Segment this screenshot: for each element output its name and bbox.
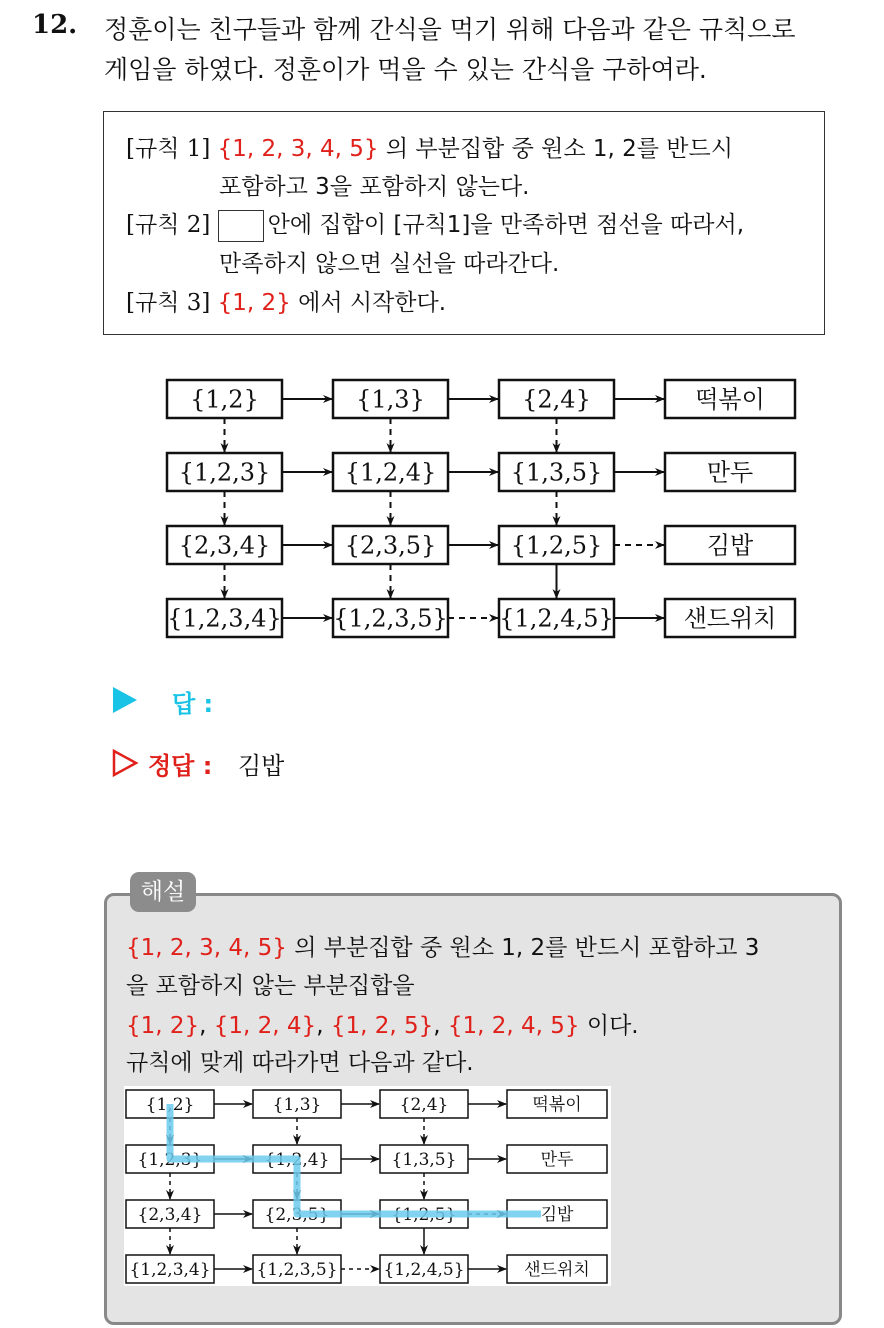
- explanation-line-3: [126, 1007, 639, 1040]
- node-label-r3-c1: {1,2,3,5}: [256, 1260, 338, 1281]
- explanation-universal-set: {1, 2, 3, 4, 5}: [126, 935, 287, 961]
- node-label-r3-c3: 샌드위치: [683, 604, 777, 633]
- rule-2-text: 안에 집합이 [규칙1]을 만족하면 점선을 따라서,: [267, 212, 745, 238]
- node-label-r1-c1: {1,2,4}: [344, 458, 437, 487]
- answer-arrow-icon: [110, 684, 140, 714]
- rule-3-set: {1, 2}: [217, 290, 291, 316]
- subset-2: {1, 2, 4}: [213, 1013, 317, 1039]
- node-label-r2-c2: {1,2,5}: [391, 1205, 457, 1226]
- node-label-r0-c1: {1,3}: [356, 385, 425, 414]
- node-label-r3-c0: {1,2,3,4}: [167, 604, 282, 633]
- flow-diagram: [0, 0, 884, 660]
- question-line-1: 정훈이는 친구들과 함께 간식을 먹기 위해 다음과 같은 규칙으로: [104, 15, 796, 44]
- rule-1-set: {1, 2, 3, 4, 5}: [217, 136, 379, 162]
- node-label-r2-c3: 김밥: [540, 1205, 574, 1226]
- sep-1: ,: [199, 1013, 214, 1039]
- node-label-r1-c3: 만두: [706, 458, 754, 487]
- node-label-r1-c2: {1,3,5}: [391, 1150, 457, 1171]
- question-number: 12.: [32, 10, 78, 40]
- node-label-r1-c3: 만두: [540, 1150, 574, 1171]
- rule-2-cont: 만족하지 않으면 실선을 따라간다.: [219, 251, 560, 277]
- explanation-line-2: 을 포함하지 않는 부분집합을: [126, 973, 415, 999]
- node-label-r1-c0: {1,2,3}: [178, 458, 271, 487]
- correct-answer-colon: :: [202, 752, 213, 780]
- explanation-line-4: 규칙에 맞게 따라가면 다음과 같다.: [126, 1050, 474, 1076]
- subset-3: {1, 2, 5}: [330, 1013, 434, 1039]
- explanation-flow-diagram: [0, 1080, 884, 1290]
- node-label-r2-c1: {2,3,5}: [264, 1205, 330, 1226]
- correct-answer-label-text: 정답: [148, 752, 195, 780]
- node-label-r0-c2: {2,4}: [399, 1095, 449, 1116]
- node-label-r2-c2: {1,2,5}: [510, 531, 603, 560]
- correct-answer-arrow-icon: [111, 748, 141, 778]
- answer-label: [172, 684, 213, 719]
- node-label-r3-c2: {1,2,4,5}: [383, 1260, 465, 1281]
- node-label-r1-c0: {1,2,3}: [137, 1150, 203, 1171]
- node-label-r3-c1: {1,2,3,5}: [333, 604, 448, 633]
- node-label-r0-c0: {1,2}: [190, 385, 259, 414]
- node-label-r2-c0: {2,3,4}: [178, 531, 271, 560]
- node-label-r0-c2: {2,4}: [522, 385, 591, 414]
- node-label-r2-c0: {2,3,4}: [137, 1205, 203, 1226]
- rule-1-cont: 포함하고 3을 포함하지 않는다.: [219, 174, 530, 200]
- node-label-r0-c3: 떡볶이: [695, 385, 765, 414]
- correct-answer-label: [148, 746, 212, 781]
- explanation-line-3-end: 이다.: [579, 1013, 639, 1039]
- explanation-line-1: [126, 929, 759, 962]
- rule-1-tag: [규칙 1]: [126, 136, 211, 162]
- node-label-r0-c0: {1,2}: [145, 1095, 195, 1116]
- node-label-r0-c3: 떡볶이: [532, 1095, 582, 1116]
- node-label-r2-c1: {2,3,5}: [344, 531, 437, 560]
- question-line-2: 게임을 하였다. 정훈이가 먹을 수 있는 간식을 구하여라.: [104, 55, 707, 84]
- node-label-r3-c0: {1,2,3,4}: [129, 1260, 211, 1281]
- node-label-r3-c3: 샌드위치: [524, 1260, 590, 1281]
- node-label-r3-c2: {1,2,4,5}: [499, 604, 614, 633]
- rule-2-tag: [규칙 2]: [126, 212, 211, 238]
- rule-1-text: 의 부분집합 중 원소 1, 2를 반드시: [378, 136, 733, 162]
- rule-3-text: 에서 시작한다.: [290, 290, 447, 316]
- node-label-r1-c2: {1,3,5}: [510, 458, 603, 487]
- node-label-r0-c1: {1,3}: [272, 1095, 322, 1116]
- answer-colon: :: [203, 690, 214, 718]
- subset-4: {1, 2, 4, 5}: [447, 1013, 580, 1039]
- sep-3: ,: [433, 1013, 448, 1039]
- rule-3-tag: [규칙 3]: [126, 290, 211, 316]
- node-label-r1-c1: {1,2,4}: [264, 1150, 330, 1171]
- explanation-line-1-text: 의 부분집합 중 원소 1, 2를 반드시 포함하고 3: [286, 935, 760, 961]
- sep-2: ,: [316, 1013, 331, 1039]
- node-label-r2-c3: 김밥: [706, 531, 754, 560]
- subset-1: {1, 2}: [126, 1013, 200, 1039]
- answer-label-text: 답: [172, 690, 196, 718]
- correct-answer-value: 김밥: [238, 752, 285, 780]
- explanation-tag: 해설: [130, 872, 196, 912]
